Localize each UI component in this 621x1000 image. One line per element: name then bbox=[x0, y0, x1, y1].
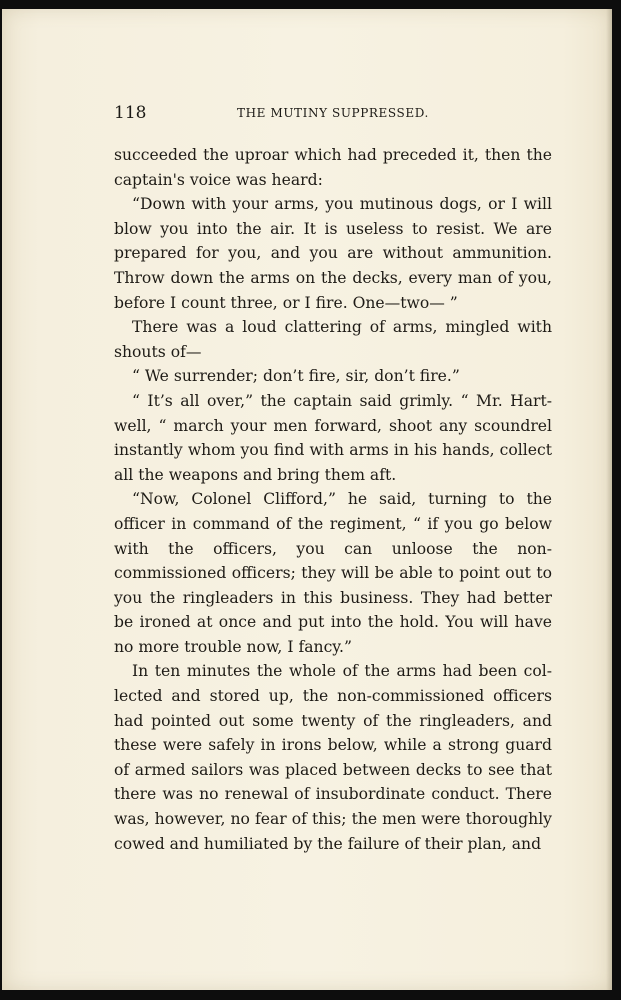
paragraph: In ten minutes the whole of the arms had been collected and stored up, the non-commissioned officers had pointed out some twenty of the ringleaders, and these were safely in irons below, while a strong guard of armed sailors was placed between decks to see that there was no renewal of insubordinate conduct. There was, however, no fear of this; the men were thoroughly cowed and humiliated by the failure of their plan, and bbox=[114, 662, 552, 853]
paragraph: “Down with your arms, you mutinous dogs, or I will blow you into the air. It is useless to resist. We are prepared for you, and you are without ammunition. Throw down the arms on the decks, every man of you, before I count three, or I fire. One—two— ” bbox=[114, 195, 552, 312]
paragraph: “ It’s all over,” the captain said grimly. “ Mr. Hartwell, “ march your men forward, shoot any scoundrel instantly whom you find with arms in his hands, collect all the weapons and bring them aft. bbox=[114, 391, 552, 484]
page-edge-shadow bbox=[606, 9, 612, 990]
paragraph: “Now, Colonel Clifford,” he said, turning to the officer in command of the regiment, “ if you go below with the officers, you can unloose the non-commissioned officers; they will be able to point out to you the ringleaders in this business. They had better be ironed at once and put into the hold. You will have no more trouble now, I fancy.” bbox=[114, 490, 552, 656]
paragraph: “ We surrender; don’t fire, sir, don’t fire.” bbox=[132, 367, 460, 386]
paragraph: There was a loud clattering of arms, mingled with shouts of— bbox=[114, 318, 552, 361]
body-text bbox=[114, 143, 552, 856]
page-number: 118 bbox=[114, 103, 147, 123]
book-page bbox=[2, 9, 612, 990]
running-head bbox=[112, 103, 552, 125]
paragraph-continued: succeeded the uproar which had preceded it, then the captain's voice was heard: bbox=[114, 146, 552, 189]
running-title: THE MUTINY SUPPRESSED. bbox=[237, 106, 429, 120]
